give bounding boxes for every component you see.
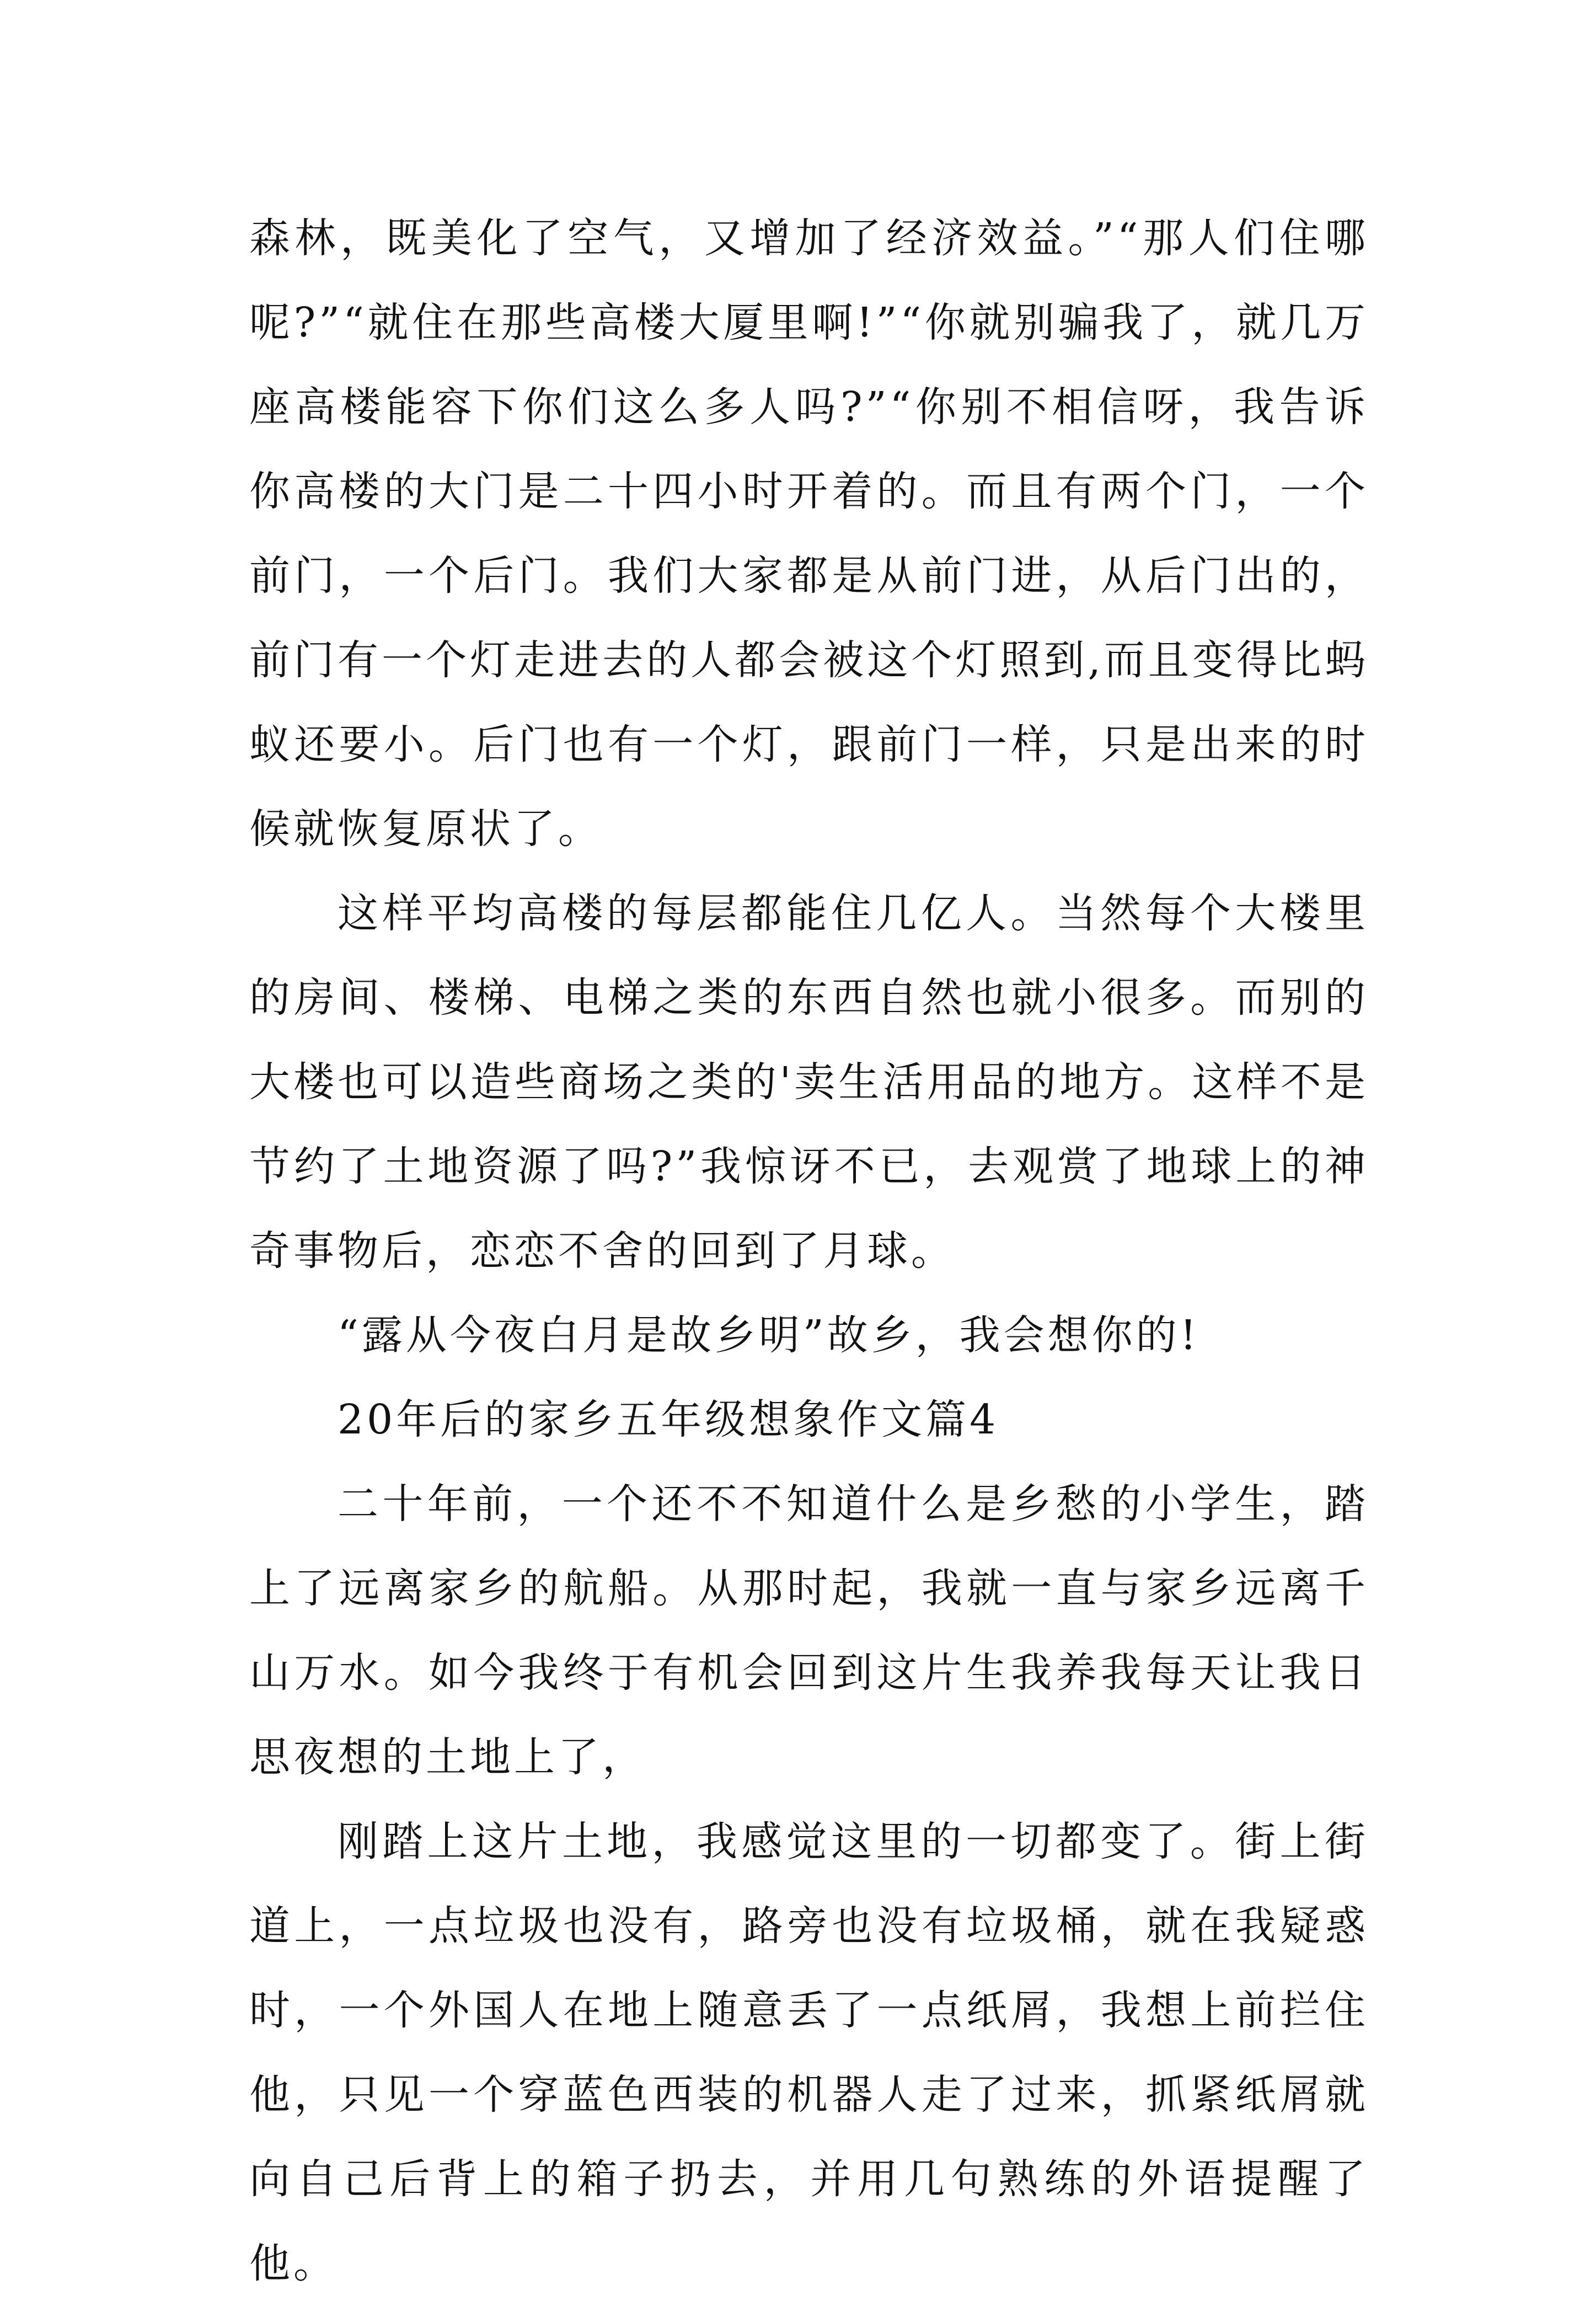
section-heading: 20年后的家乡五年级想象作文篇4 [338,1396,999,1443]
paragraph: 刚踏上这片土地，我感觉这里的一切都变了。街上街道上，一点垃圾也没有，路旁也没有垃圾桶，就在我疑惑时，一个外国人在地上随意丢了一点纸屑，我想上前拦住他，只见一个穿蓝色西装的机器人走了过来，抓紧纸屑就向自己后背上的箱子扔去，并用几句熟练的外语提醒了他。 [249,1818,1369,2287]
paragraph-quote: “露从今夜白月是故乡明”故乡，我会想你的! [338,1312,1200,1359]
paragraph-continued: 森林，既美化了空气，又增加了经济效益。”“那人们住哪呢?”“就住在那些高楼大厦里啊!”“你就别骗我了，就几万座高楼能容下你们这么多人吗?”“你别不相信呀，我告诉你高楼的大门是二十四小时开着的。而且有两个门，一个前门，一个后门。我们大家都是从前门进，从后门出的，前门有一个灯走进去的人都会被这个灯照到,而且变得比蚂蚁还要小。后门也有一个灯，跟前门一样，只是出来的时候就恢复原状了。 [249,215,1369,853]
paragraph: 这样平均高楼的每层都能住几亿人。当然每个大楼里的房间、楼梯、电梯之类的东西自然也就小很多。而别的大楼也可以造些商场之类的'卖生活用品的地方。这样不是节约了土地资源了吗?”我惊讶不已，去观赏了地球上的神奇事物后，恋恋不舍的回到了月球。 [249,890,1369,1275]
document-body [249,196,1369,2306]
paragraph: 二十年前，一个还不不知道什么是乡愁的小学生，踏上了远离家乡的航船。从那时起，我就一直与家乡远离千山万水。如今我终于有机会回到这片生我养我每天让我日思夜想的土地上了， [249,1480,1369,1781]
